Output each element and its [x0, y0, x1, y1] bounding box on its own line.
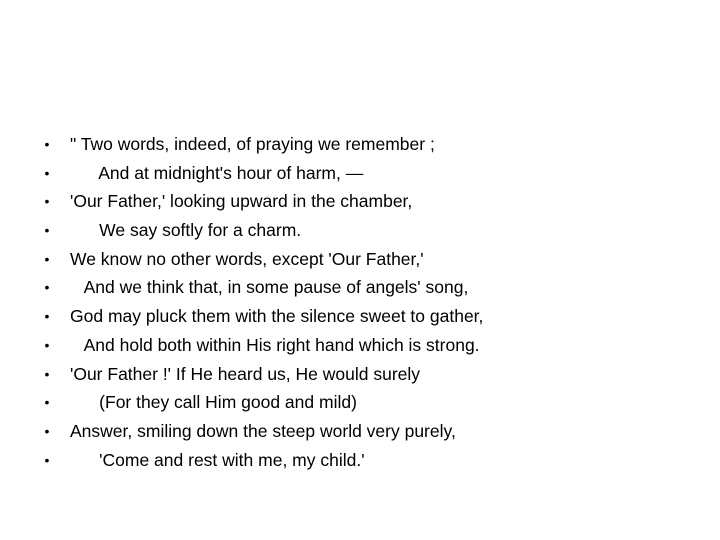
poem-line — [40, 417, 483, 446]
bullet-icon: • — [44, 422, 50, 439]
poem-line-text: And we think that, in some pause of angels' song, — [70, 277, 469, 298]
poem-line — [40, 446, 483, 475]
poem-line-text: 'Our Father !' If He heard us, He would surely — [70, 363, 421, 384]
bullet-icon: • — [44, 193, 50, 210]
bullet-icon: • — [44, 136, 50, 152]
poem-line — [40, 360, 483, 389]
poem-line-text: (For they call Him good and mild) — [70, 392, 357, 413]
bullet-icon: • — [44, 279, 50, 296]
bullet-icon: • — [44, 336, 50, 353]
bullet-icon: • — [44, 365, 50, 382]
poem-line — [40, 302, 483, 331]
poem-line — [40, 159, 483, 188]
poem-line — [40, 216, 483, 245]
poem-line-text: " Two words, indeed, of praying we remember ; — [70, 134, 435, 154]
poem-line — [40, 245, 483, 274]
bullet-icon: • — [44, 164, 50, 181]
bullet-icon: • — [44, 222, 50, 239]
poem-line-text: God may pluck them with the silence sweet to gather, — [70, 306, 484, 327]
poem-list — [40, 130, 483, 474]
poem-line — [40, 130, 483, 159]
poem-line-text: And at midnight's hour of harm, — — [70, 162, 364, 183]
poem-line-text: 'Come and rest with me, my child.' — [70, 449, 365, 470]
poem-line — [40, 273, 483, 302]
poem-line — [40, 187, 483, 216]
poem-line-text: 'Our Father,' looking upward in the chamber, — [70, 191, 413, 212]
bullet-icon: • — [44, 394, 50, 411]
poem-line-text: Answer, smiling down the steep world very purely, — [70, 420, 456, 441]
poem-line — [40, 331, 483, 360]
poem-line-text: And hold both within His right hand which is strong. — [70, 334, 480, 355]
bullet-icon: • — [44, 250, 50, 267]
poem-line — [40, 388, 483, 417]
poem-line-text: We know no other words, except 'Our Father,' — [70, 248, 424, 269]
bullet-icon: • — [44, 451, 50, 468]
poem-line-text: We say softly for a charm. — [70, 220, 302, 241]
bullet-icon: • — [44, 308, 50, 325]
